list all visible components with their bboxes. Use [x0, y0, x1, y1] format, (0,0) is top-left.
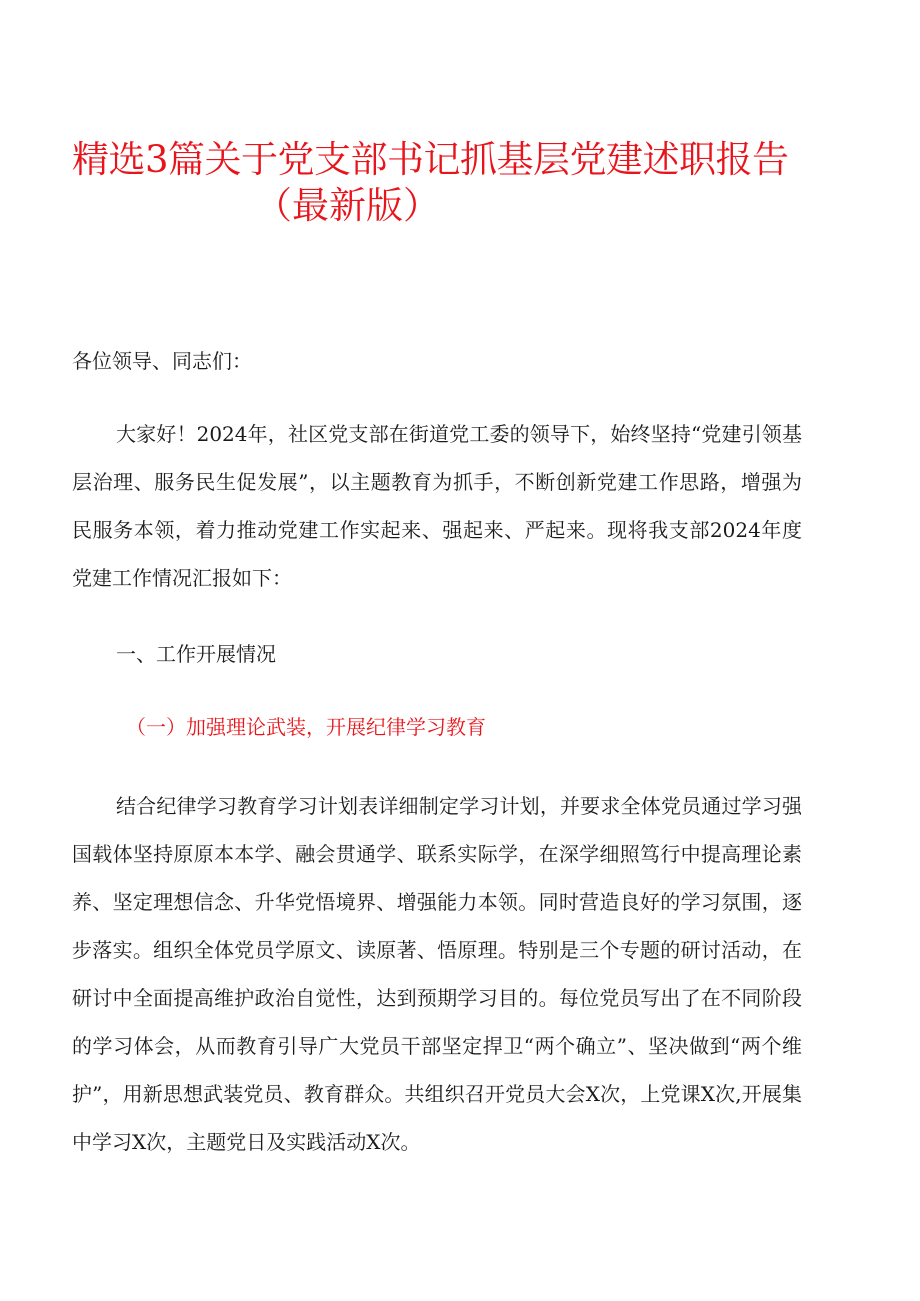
body-paragraph: 结合纪律学习教育学习计划表详细制定学习计划，并要求全体党员通过学习强国载体坚持原原本本学、融会贯通学、联系实际学，在深学细照笃行中提高理论素养、坚定理想信念、升华党悟境界、增强能力本领。同时营造良好的学习氛围，逐步落实。组织全体党员学原文、读原著、悟原理。特别是三个专题的研讨活动，在研讨中全面提高维护政治自觉性，达到预期学习目的。每位党员写出了在不同阶段的学习体会，从而教育引导广大党员干部坚定捍卫“两个确立”、坚决做到“两个维护”，用新思想武装党员、教育群众。共组织召开党员大会X次，上党课X次,开展集中学习X次，主题党日及实践活动X次。 [72, 794, 802, 1154]
intro-paragraph: 大家好！2024年，社区党支部在街道党工委的领导下，始终坚持“党建引领基层治理、服务民生促发展”，以主题教育为抓手，不断创新党建工作思路，增强为民服务本领，着力推动党建工作实起来、强起来、严起来。现将我支部2024年度党建工作情况汇报如下： [72, 422, 802, 590]
document-title-line2: （最新版） [255, 184, 440, 227]
subsection-heading: （一）加强理论武装，开展纪律学习教育 [126, 715, 486, 739]
salutation: 各位领导、同志们： [72, 349, 252, 373]
section-heading: 一、工作开展情况 [116, 642, 276, 666]
document-title-line1: 精选3篇关于党支部书记抓基层党建述职报告 [72, 138, 789, 181]
